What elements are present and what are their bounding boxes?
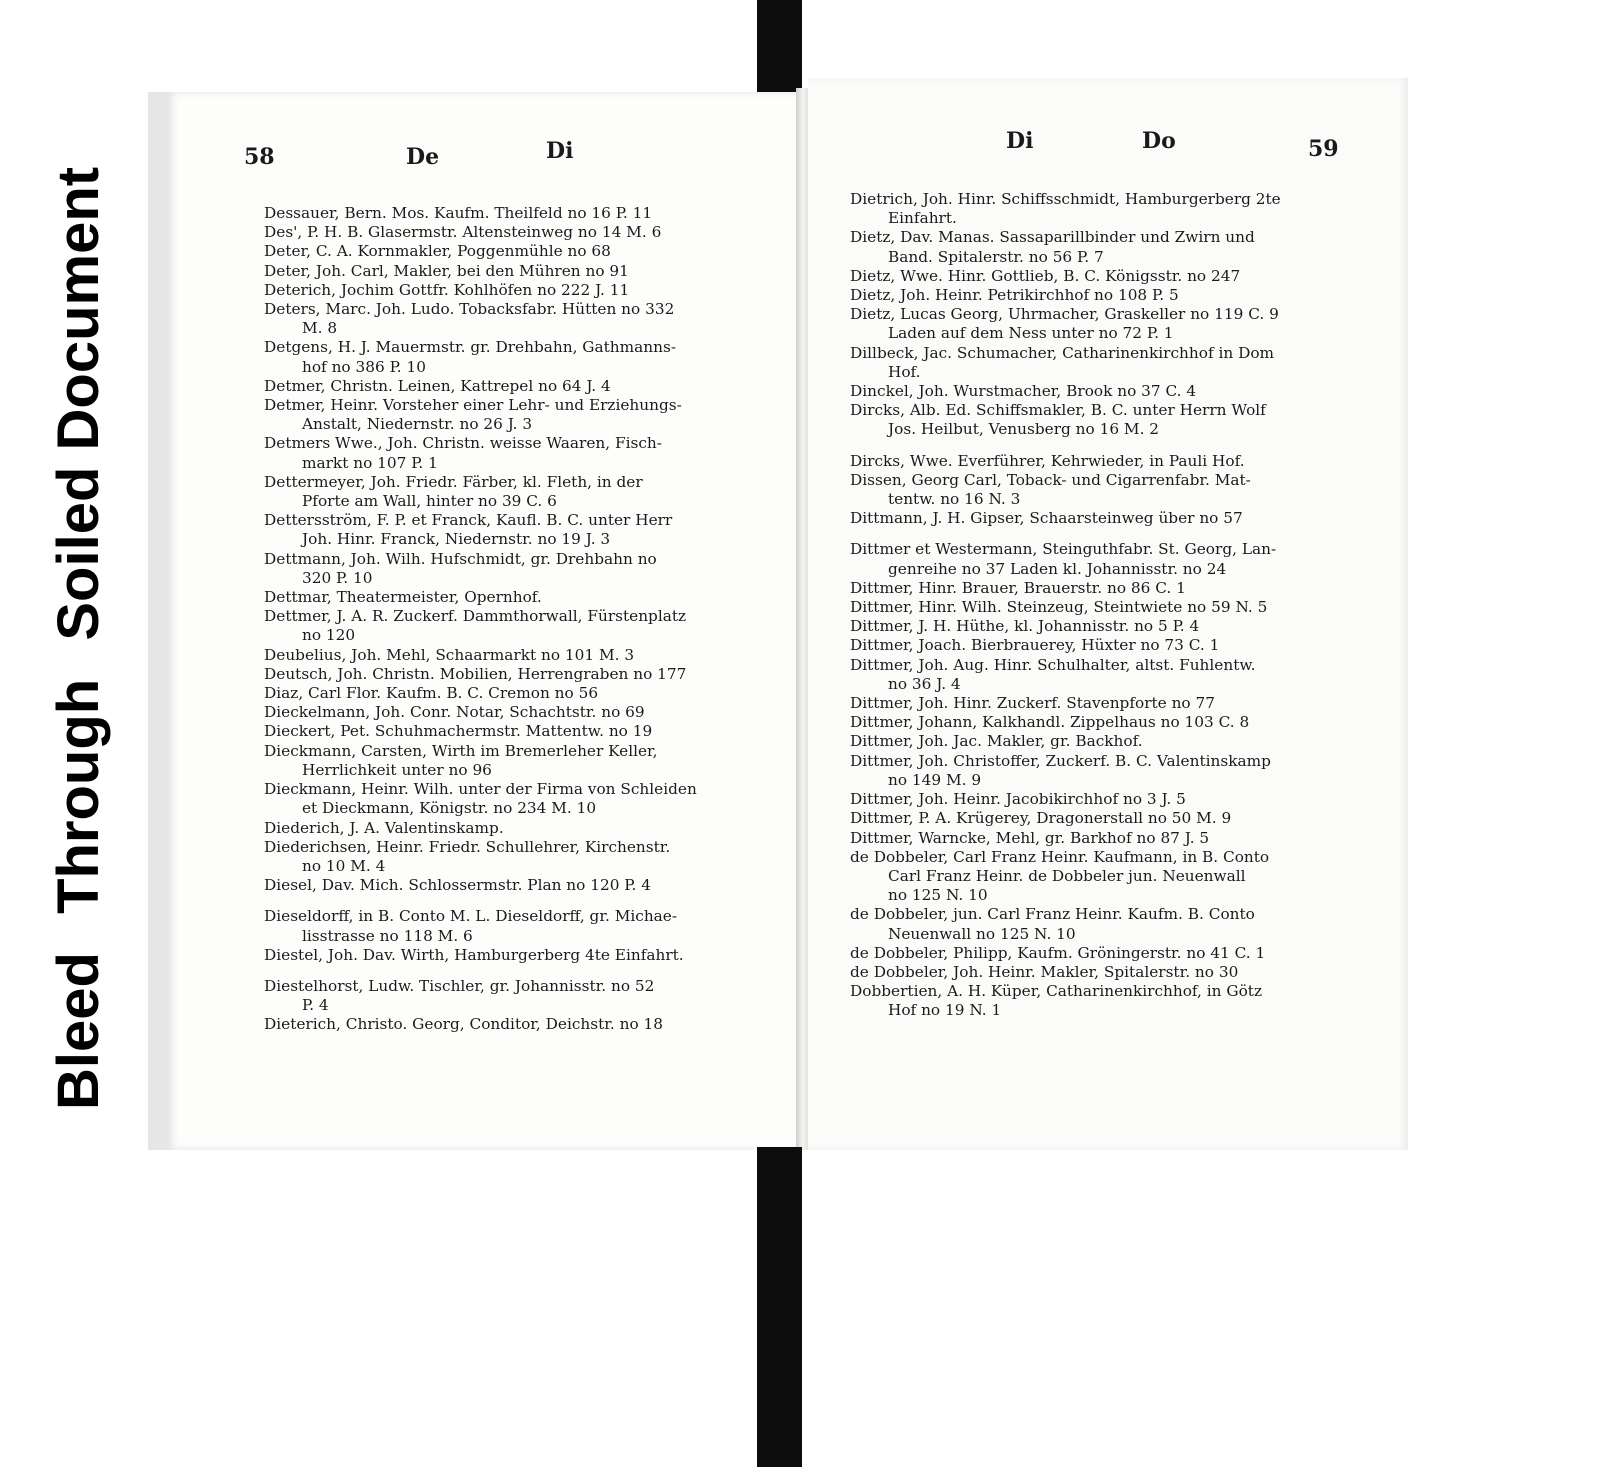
entry-line: Dircks, Wwe. Everführer, Kehrwieder, in Pauli Hof. [850,451,1245,470]
entry-continuation-line: markt no 107 P. 1 [302,453,438,472]
directory-entry [850,382,1281,401]
directory-entry [850,809,1281,828]
directory-entry [264,300,697,338]
entry-continuation-line: no 10 M. 4 [302,856,386,875]
directory-entry [264,780,697,818]
entry-continuation-line: et Dieckmann, Königstr. no 234 M. 10 [302,799,597,818]
entry-continuation-line: Hof no 19 N. 1 [888,1001,1002,1020]
entry-line: Dittmer, Joach. Bierbrauerey, Hüxter no 73 C. 1 [850,636,1220,655]
directory-entry [850,305,1281,343]
entry-continuation-line: genreihe no 37 Laden kl. Johannisstr. no 24 [888,559,1227,578]
directory-entry [264,338,697,376]
entry-line: Dieckmann, Carsten, Wirth im Bremerleher Keller, [264,741,658,760]
entry-line: Dittmer et Westermann, Steinguthfabr. St. Georg, Lan- [850,540,1277,559]
entry-line: Dittmer, P. A. Krügerey, Dragonerstall no 50 M. 9 [850,809,1232,828]
directory-entry [850,579,1281,598]
entry-line: Dietrich, Joh. Hinr. Schiffsschmidt, Hamburgerberg 2te [850,190,1281,208]
entry-continuation-line: no 36 J. 4 [888,674,961,693]
directory-entry [850,452,1281,471]
entry-continuation-line: 320 P. 10 [302,568,373,587]
right-entries [850,190,1281,1021]
entry-continuation-line: Herrlichkeit unter no 96 [302,760,492,779]
side-label-word-2: Through [46,678,111,914]
entry-line: Dettmer, J. A. R. Zuckerf. Dammthorwall, Fürstenplatz [264,607,687,626]
entry-line: Dettmann, Joh. Wilh. Hufschmidt, gr. Drehbahn no [264,549,657,568]
directory-entry [264,646,697,665]
entry-line: Deters, Marc. Joh. Ludo. Tobacksfabr. Hütten no 332 [264,300,675,319]
directory-entry [850,540,1281,578]
entry-line: Dieckert, Pet. Schuhmachermstr. Mattentw. no 19 [264,722,653,741]
entry-line: Diederich, J. A. Valentinskamp. [264,818,504,837]
directory-entry [850,829,1281,848]
entry-line: Deutsch, Joh. Christn. Mobilien, Herrengraben no 177 [264,664,687,683]
entry-line: Deter, Joh. Carl, Makler, bei den Mühren no 91 [264,261,629,280]
directory-entry [264,281,697,300]
entry-continuation-line: tentw. no 16 N. 3 [888,490,1021,509]
directory-entry [850,636,1281,655]
entry-line: Dietz, Lucas Georg, Uhrmacher, Graskeller no 119 C. 9 [850,305,1279,324]
directory-entry [264,703,697,722]
entry-line: Deter, C. A. Kornmakler, Poggenmühle no 68 [264,242,611,261]
left-header-last: Di [546,138,574,164]
directory-entry [850,190,1281,228]
directory-entry [264,977,697,1015]
entry-continuation-line: no 149 M. 9 [888,770,982,789]
entry-line: Diaz, Carl Flor. Kaufm. B. C. Cremon no 56 [264,684,599,703]
entry-line: Dieseldorff, in B. Conto M. L. Dieseldorff, gr. Michae- [264,907,678,926]
entry-line: Dircks, Alb. Ed. Schiffsmakler, B. C. unter Herrn Wolf [850,401,1266,420]
directory-entry [264,377,697,396]
entry-continuation-line: Hof. [888,362,921,381]
entry-line: Dessauer, Bern. Mos. Kaufm. Theilfeld no 16 P. 11 [264,204,653,222]
entry-continuation-line: no 125 N. 10 [888,886,988,905]
directory-entry [850,267,1281,286]
directory-entry [264,722,697,741]
entry-continuation-line: Laden auf dem Ness unter no 72 P. 1 [888,324,1174,343]
directory-entry [264,819,697,838]
directory-entry [264,223,697,242]
directory-entry [850,732,1281,751]
directory-entry [264,742,697,780]
directory-entry [850,656,1281,694]
side-label [30,110,120,1140]
directory-entry [264,607,697,645]
entry-line: Dittmer, Joh. Aug. Hinr. Schulhalter, altst. Fuhlentw. [850,655,1256,674]
entry-continuation-line: Carl Franz Heinr. de Dobbeler jun. Neuenwall [888,866,1246,885]
entry-line: Dittmer, Hinr. Wilh. Steinzeug, Steintwiete no 59 N. 5 [850,598,1268,617]
entry-line: Dietz, Joh. Heinr. Petrikirchhof no 108 P. 5 [850,286,1179,305]
entry-continuation-line: Anstalt, Niedernstr. no 26 J. 3 [302,415,533,434]
directory-entry [264,473,697,511]
entry-line: Dittmer, Joh. Heinr. Jacobikirchhof no 3 J. 5 [850,790,1186,809]
entry-continuation-line: P. 4 [302,996,329,1015]
directory-entry [850,286,1281,305]
directory-entry [264,876,697,895]
entry-continuation-line: no 120 [302,626,356,645]
entry-line: Dittmer, Joh. Hinr. Zuckerf. Stavenpforte no 77 [850,694,1215,713]
side-label-word-1: Bleed [46,952,111,1110]
directory-entry [850,848,1281,906]
directory-entry [264,684,697,703]
entry-line: Dietz, Dav. Manas. Sassaparillbinder und Zwirn und [850,228,1255,247]
entry-continuation-line: Joh. Hinr. Franck, Niedernstr. no 19 J. 3 [302,530,611,549]
directory-entry [850,963,1281,982]
entry-line: de Dobbeler, Carl Franz Heinr. Kaufmann, in B. Conto [850,847,1270,866]
entry-line: Dillbeck, Jac. Schumacher, Catharinenkirchhof in Dom [850,343,1275,362]
right-header-last: Do [1142,128,1176,154]
entry-continuation-line: hof no 386 P. 10 [302,357,426,376]
directory-entry [850,228,1281,266]
left-header-first: De [406,144,440,170]
entry-continuation-line: Jos. Heilbut, Venusberg no 16 M. 2 [888,420,1160,439]
directory-entry [264,946,697,965]
side-label-word-3: Soiled Document [46,166,111,641]
left-entries [264,204,697,1035]
directory-entry [850,471,1281,509]
entry-line: Dietz, Wwe. Hinr. Gottlieb, B. C. Königsstr. no 247 [850,266,1241,285]
directory-entry [850,752,1281,790]
right-header-first: Di [1006,128,1034,154]
directory-entry [850,598,1281,617]
entry-line: Deterich, Jochim Gottfr. Kohlhöfen no 222 J. 11 [264,280,630,299]
directory-entry [264,262,697,281]
entry-spacer [850,528,1281,540]
entry-line: Des', P. H. B. Glasermstr. Altensteinweg no 14 M. 6 [264,223,662,242]
entry-continuation-line: M. 8 [302,319,338,338]
entry-line: Diesel, Dav. Mich. Schlossermstr. Plan no 120 P. 4 [264,876,651,895]
entry-line: Dittmer, Hinr. Brauer, Brauerstr. no 86 C. 1 [850,578,1186,597]
directory-entry [850,344,1281,382]
entry-line: Dissen, Georg Carl, Toback- und Cigarrenfabr. Mat- [850,470,1251,489]
entry-continuation-line: Pforte am Wall, hinter no 39 C. 6 [302,492,557,511]
entry-continuation-line: lisstrasse no 118 M. 6 [302,926,473,945]
entry-continuation-line: Band. Spitalerstr. no 56 P. 7 [888,247,1104,266]
entry-spacer [264,965,697,977]
entry-line: de Dobbeler, jun. Carl Franz Heinr. Kaufm. B. Conto [850,905,1255,924]
entry-line: Dettersström, F. P. et Franck, Kaufl. B. C. unter Herr [264,511,673,530]
directory-entry [264,242,697,261]
book-scan [148,78,1416,1150]
left-page-number: 58 [244,144,275,170]
entry-line: Detgens, H. J. Mauermstr. gr. Drehbahn, Gathmanns- [264,338,676,357]
directory-entry [850,713,1281,732]
left-page [148,92,820,1150]
directory-entry [850,509,1281,528]
entry-line: Dieterich, Christo. Georg, Conditor, Deichstr. no 18 [264,1015,664,1034]
directory-entry [264,1015,697,1034]
directory-entry [264,434,697,472]
directory-entry [850,905,1281,943]
black-tape-bottom [757,1147,802,1467]
entry-continuation-line: Neuenwall no 125 N. 10 [888,924,1076,943]
entry-line: Detmer, Christn. Leinen, Kattrepel no 64 J. 4 [264,376,611,395]
entry-line: Dittmer, Joh. Jac. Makler, gr. Backhof. [850,732,1143,751]
entry-line: Dieckmann, Heinr. Wilh. unter der Firma von Schleiden [264,780,697,799]
entry-line: Dobbertien, A. H. Küper, Catharinenkirchhof, in Götz [850,982,1263,1001]
entry-line: de Dobbeler, Philipp, Kaufm. Gröningerstr. no 41 C. 1 [850,943,1266,962]
directory-entry [264,838,697,876]
entry-line: Diestelhorst, Ludw. Tischler, gr. Johannisstr. no 52 [264,976,655,995]
directory-entry [850,617,1281,636]
entry-line: Dittmer, Johann, Kalkhandl. Zippelhaus no 103 C. 8 [850,713,1250,732]
side-label-svg [30,110,120,1140]
entry-line: Detmers Wwe., Joh. Christn. weisse Waaren, Fisch- [264,434,662,453]
directory-entry [264,907,697,945]
entry-line: Dittmer, Warncke, Mehl, gr. Barkhof no 87 J. 5 [850,828,1210,847]
directory-entry [264,665,697,684]
entry-line: Dittmer, Joh. Christoffer, Zuckerf. B. C. Valentinskamp [850,751,1271,770]
entry-line: Detmer, Heinr. Vorsteher einer Lehr- und Erziehungs- [264,396,682,415]
entry-spacer [850,440,1281,452]
directory-entry [850,944,1281,963]
entry-line: Dittmann, J. H. Gipser, Schaarsteinweg über no 57 [850,509,1243,528]
directory-entry [264,511,697,549]
directory-entry [264,396,697,434]
directory-entry [850,694,1281,713]
entry-line: Dittmer, J. H. Hüthe, kl. Johannisstr. no 5 P. 4 [850,617,1200,636]
entry-continuation-line: Einfahrt. [888,209,957,228]
side-label-text [46,167,111,1110]
directory-entry [850,401,1281,439]
entry-line: Deubelius, Joh. Mehl, Schaarmarkt no 101 M. 3 [264,645,635,664]
right-page [808,78,1408,1150]
entry-line: Diederichsen, Heinr. Friedr. Schullehrer, Kirchenstr. [264,837,671,856]
entry-spacer [264,895,697,907]
directory-entry [264,550,697,588]
entry-line: Dettmar, Theatermeister, Opernhof. [264,588,542,607]
entry-line: de Dobbeler, Joh. Heinr. Makler, Spitalerstr. no 30 [850,962,1239,981]
directory-entry [264,204,697,223]
directory-entry [850,982,1281,1020]
right-page-number: 59 [1308,136,1339,162]
entry-line: Dieckelmann, Joh. Conr. Notar, Schachtstr. no 69 [264,703,645,722]
directory-entry [264,588,697,607]
entry-line: Dettermeyer, Joh. Friedr. Färber, kl. Fleth, in der [264,472,643,491]
directory-entry [850,790,1281,809]
entry-line: Diestel, Joh. Dav. Wirth, Hamburgerberg 4te Einfahrt. [264,945,684,964]
entry-line: Dinckel, Joh. Wurstmacher, Brook no 37 C. 4 [850,382,1197,401]
